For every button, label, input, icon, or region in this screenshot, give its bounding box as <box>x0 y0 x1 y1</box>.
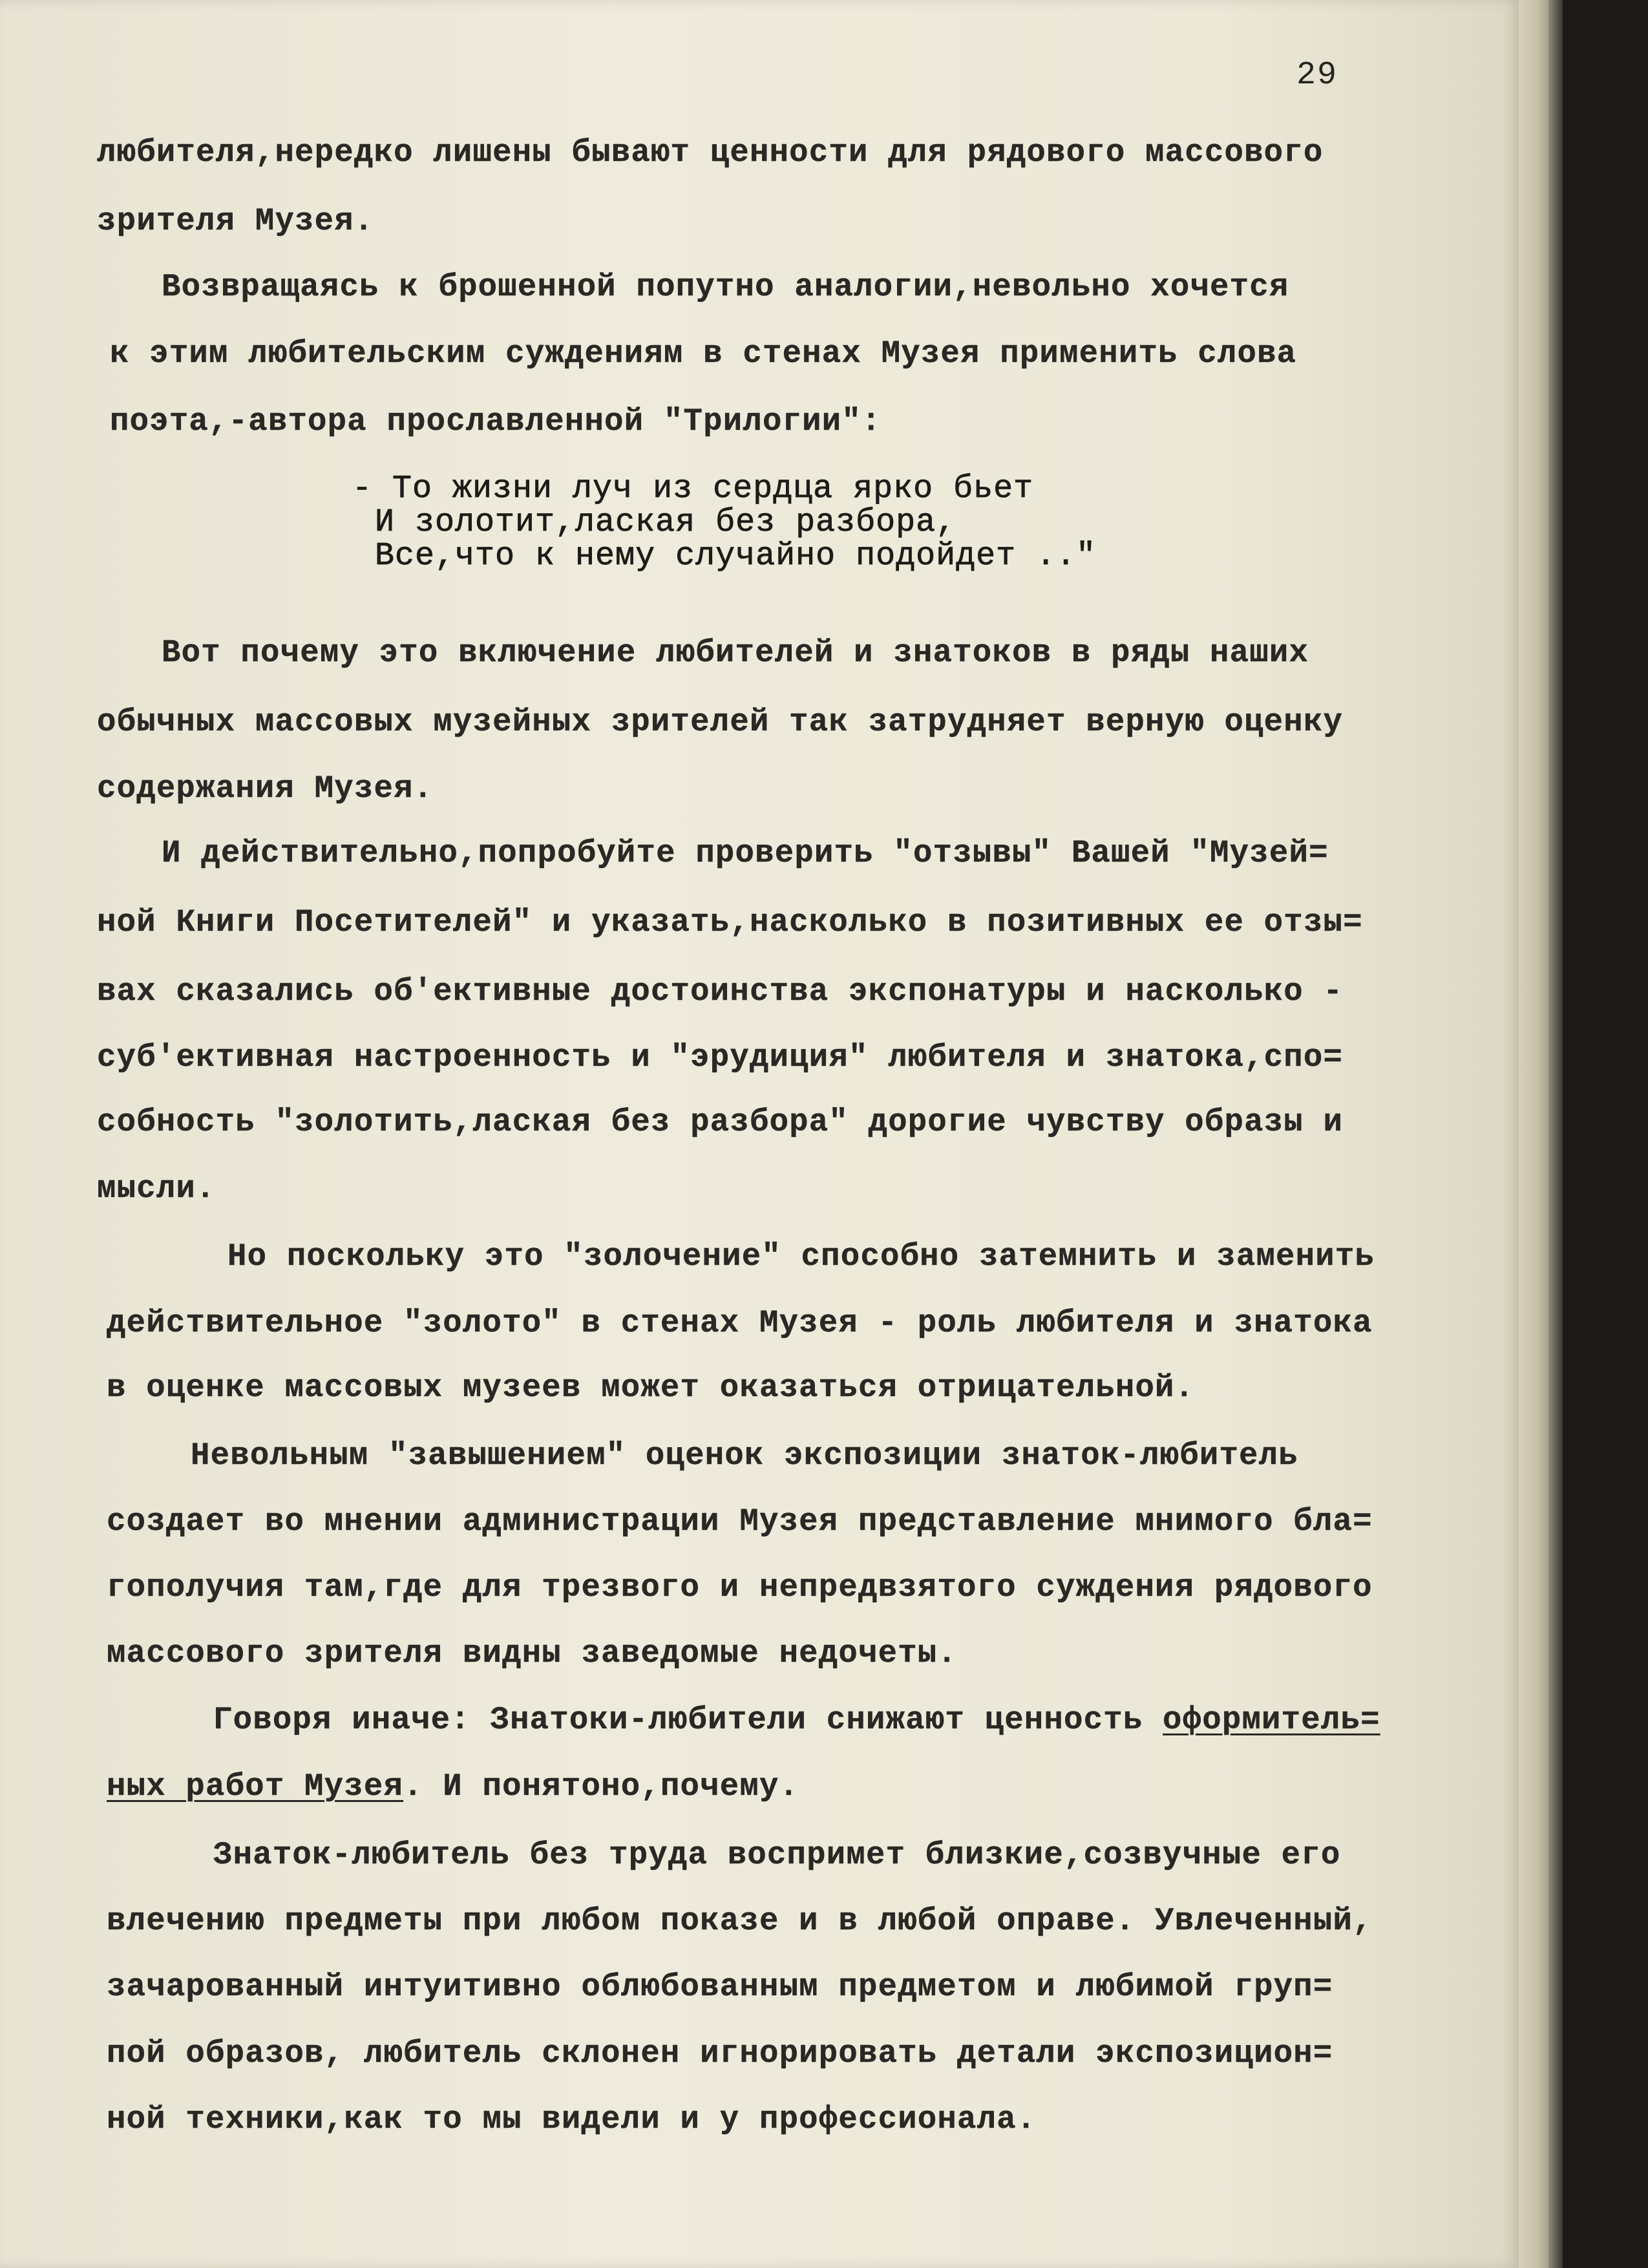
text-line: ной Книги Посетителей" и указать,насколько в позитивных ее отзы= <box>97 904 1363 940</box>
page-edge-shadow <box>1548 0 1563 2268</box>
text-line <box>213 1704 1380 1736</box>
text-line: суб'ективная настроенность и "эрудиция" любителя и знатока,спо= <box>97 1039 1344 1076</box>
text-line: любителя,нередко лишены бывают ценности для рядового массового <box>97 134 1324 171</box>
text-line: в оценке массовых музеев может оказаться отрицательной. <box>107 1370 1195 1406</box>
text-line: Возвращаясь к брошенной попутно аналогии,невольно хочется <box>162 269 1289 305</box>
text-line: Знаток-любитель без труда воспримет близкие,созвучные его <box>213 1837 1341 1873</box>
text-line: содержания Музея. <box>97 770 434 807</box>
text-line: собность "золотить,лаская без разбора" дорогие чувству образы и <box>97 1104 1344 1140</box>
text-line: Вот почему это включение любителей и знатоков в ряды наших <box>162 635 1309 671</box>
text-line: пой образов, любитель склонен игнорировать детали экспозицион= <box>107 2035 1333 2072</box>
text-line: действительное "золото" в стенах Музея - роль любителя и знатока <box>107 1305 1373 1341</box>
poem-line: - То жизни луч из сердца ярко бьет <box>352 471 1034 507</box>
underlined-text: оформитель= <box>1163 1702 1380 1738</box>
text-line: к этим любительским суждениям в стенах Музея применить слова <box>110 335 1297 372</box>
text-line: обычных массовых музейных зрителей так затрудняет верную оценку <box>97 704 1344 740</box>
text-line: мысли. <box>97 1171 216 1207</box>
text-line: И действительно,попробуйте проверить "отзывы" Вашей "Музей= <box>162 835 1329 871</box>
text-line: массового зрителя видны заведомые недочеты. <box>107 1635 958 1671</box>
text-line: ной техники,как то мы видели и у профессионала. <box>107 2101 1037 2137</box>
text-line: зрителя Музея. <box>97 203 374 239</box>
page-edge <box>1519 0 1548 2268</box>
page-number: 29 <box>1296 57 1338 94</box>
underlined-text: ных работ Музея <box>107 1768 404 1805</box>
text-line: зачарованный интуитивно облюбованным предметом и любимой груп= <box>107 1969 1333 2005</box>
text-line: Но поскольку это "золочение" способно затемнить и заменить <box>227 1238 1375 1275</box>
text-line: вах сказались об'ективные достоинства экспонатуры и насколько - <box>97 973 1344 1010</box>
text-line: гополучия там,где для трезвого и непредвзятого суждения рядового <box>107 1569 1373 1606</box>
poem-line: Все,что к нему случайно подойдет .." <box>375 538 1097 575</box>
text-line: влечению предметы при любом показе и в любой оправе. Увлеченный, <box>107 1903 1373 1939</box>
text-segment: . И понятоно,почему. <box>403 1768 799 1805</box>
poem-line: И золотит,лаская без разбора, <box>375 504 956 541</box>
text-segment: Говоря иначе: Знатоки-любители снижают ценность <box>213 1702 1163 1738</box>
text-line <box>107 1768 799 1805</box>
text-line: поэта,-автора прославленной "Трилогии": <box>110 403 882 440</box>
text-line: Невольным "завышением" оценок экспозиции знаток-любитель <box>191 1437 1298 1474</box>
text-line: создает во мнении администрации Музея представление мнимого бла= <box>107 1503 1373 1540</box>
